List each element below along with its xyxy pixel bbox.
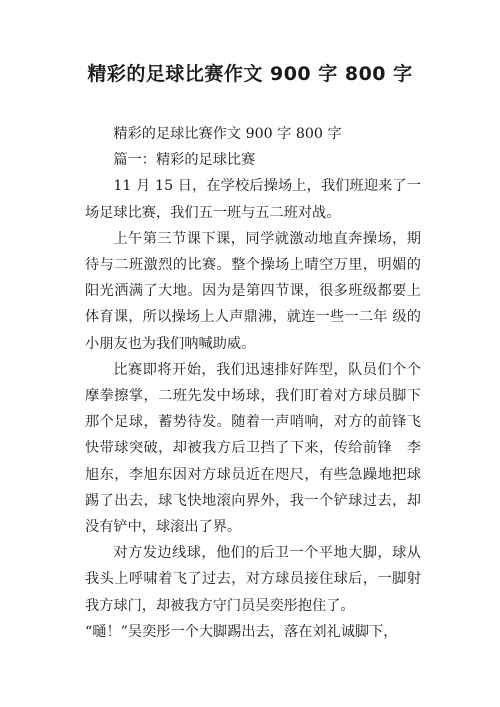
document-body: [85, 121, 421, 645]
paragraph: 11 月 15 日，在学校后操场上，我们班迎来了一场足球比赛，我们五一班与五二班对战。: [85, 178, 421, 221]
paragraph: 对方发边线球，他们的后卫一个平地大脚，球从我头上呼啸着飞了过去，对方球员接住球后，一脚射我方球门，却被我方守门员吴奕彤抱住了。: [85, 545, 421, 614]
paragraph: 上午第三节课下课，同学就激动地直奔操场，期待与二班激烈的比赛。整个操场上晴空万里，明媚的阳光洒满了大地。因为是第四节课，很多班级都要上体育课，所以操场上人声鼎沸，就连一些一二年 级的小朋友也为我们呐喊助威。: [85, 230, 421, 352]
paragraph-subtitle: 精彩的足球比赛作文 900 字 800 字: [113, 126, 342, 142]
paragraph-section-heading: 篇一：精彩的足球比赛: [113, 152, 256, 169]
paragraph: “嗵！”吴奕彤一个大脚踢出去，落在刘礼诚脚下，: [85, 623, 398, 640]
paragraph: 比赛即将开始，我们迅速排好阵型，队员们个个摩拳擦掌，二班先发中场球，我们盯着对方球员脚下那个足球，蓄势待发。随着一声哨响，对方的前锋飞快带球突破，却被我方后卫挡了下来，传给前锋 李旭东，李旭东因对方球员近在咫尺，有些急躁地把球踢了出去，球飞快地滚向界外，我一个铲球过去，却没有铲中，球滚出了界。: [85, 361, 421, 536]
document-title: 精彩的足球比赛作文 900 字 800 字: [87, 63, 413, 85]
